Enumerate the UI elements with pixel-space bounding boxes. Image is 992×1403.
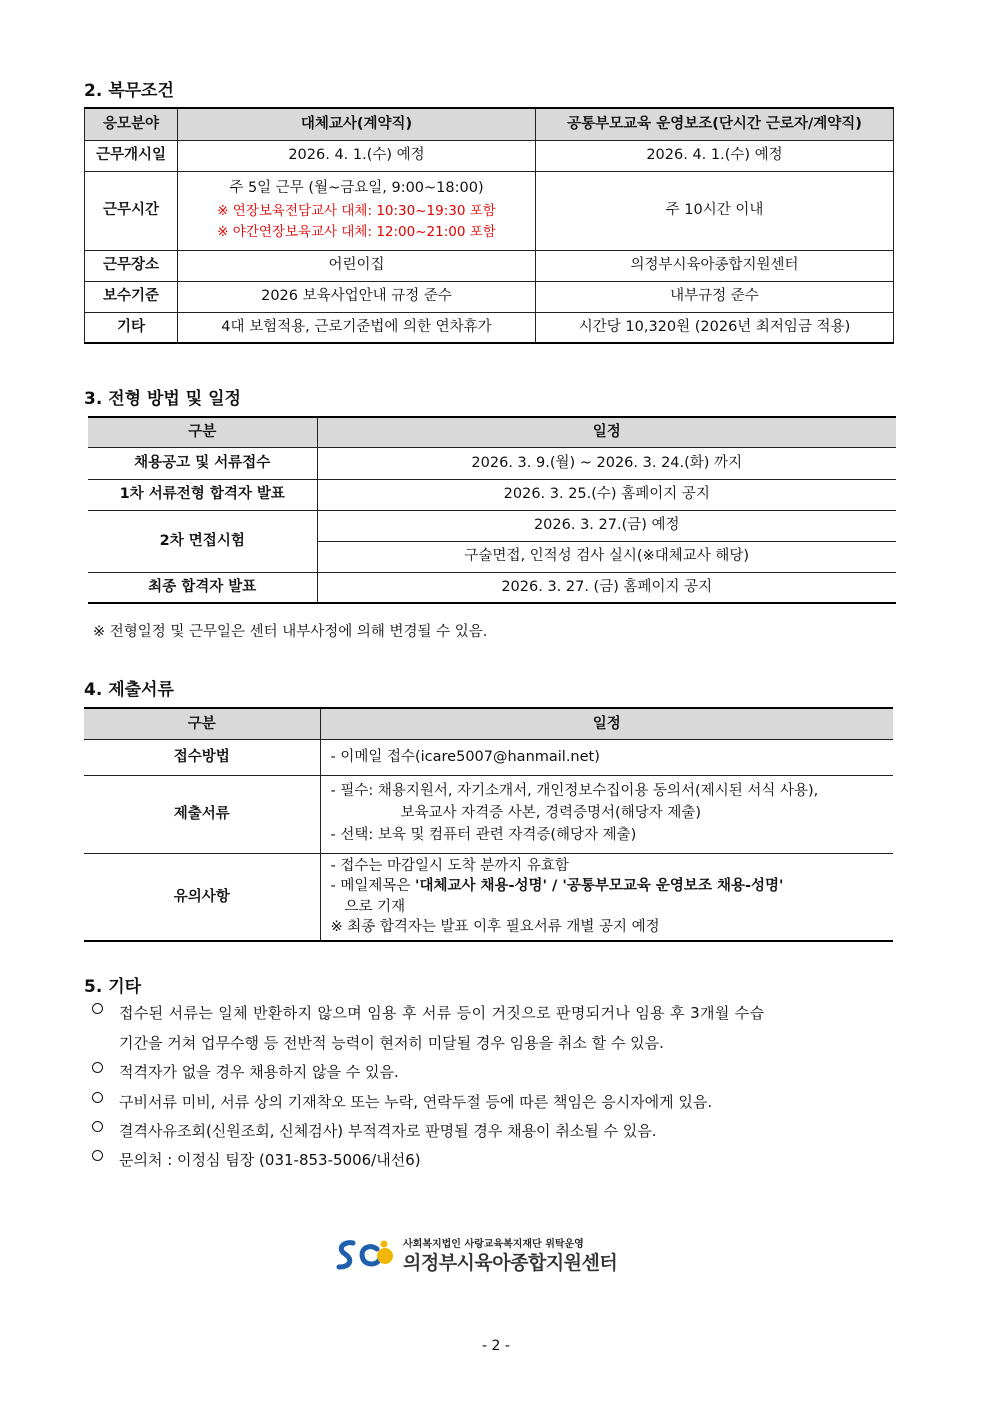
cell: 어린이집 [178,250,536,281]
cell: 2026. 4. 1.(수) 예정 [178,140,536,171]
cell: 2026. 3. 27. (금) 홈페이지 공지 [317,572,896,603]
circle-bullet-icon [92,1062,103,1073]
org-logo [335,1235,655,1275]
cell: 4대 보험적용, 근로기준법에 의한 연차휴가 [178,312,536,343]
cell-line: 으로 기재 [344,898,406,915]
circle-bullet-icon [92,1150,103,1161]
org-name: 의정부시육아종합지원센터 [403,1252,618,1274]
cell: 주 10시간 이내 [536,171,894,250]
list-item-text: 접수된 서류는 일체 반환하지 않으며 임용 후 서류 등이 거짓으로 판명되거나 임용 후 3개월 수습 [119,1004,765,1022]
schedule-note: ※ 전형일정 및 근무일은 센터 내부사정에 의해 변경될 수 있음. [93,624,488,640]
cell-line: - 접수는 마감일시 도착 분까지 유효함 [330,858,569,875]
cell: 2026. 3. 9.(월) ~ 2026. 3. 24.(화) 까지 [317,447,896,479]
row-label: 근무개시일 [85,140,178,171]
row-label: 채용공고 및 서류접수 [88,447,317,479]
circle-bullet-icon [92,1003,103,1014]
documents-table [84,707,893,942]
org-subtitle: 사회복지법인 사랑교육복지재단 위탁운영 [403,1239,584,1250]
documents-cell [320,775,893,853]
section-title: 2. 복무조건 [84,81,174,101]
row-label: 최종 합격자 발표 [88,572,317,603]
header-cell: 구분 [88,417,317,447]
notes-cell [320,853,893,941]
cell: - 이메일 접수(icare5007@hanmail.net) [320,739,893,775]
page-number: - 2 - [482,1338,510,1354]
selection-schedule-table [88,416,896,604]
header-cell: 일정 [317,417,896,447]
red-note: ※ 연장보육전담교사 대체: 10:30~19:30 포함 [217,202,496,219]
list-item [92,1062,117,1077]
logo-mark-icon [335,1235,407,1275]
cell: 2026. 4. 1.(수) 예정 [536,140,894,171]
cell-line [331,876,888,896]
section-title: 3. 전형 방법 및 일정 [84,389,241,409]
list-item [92,1003,117,1018]
section-title: 5. 기타 [84,977,142,997]
row-label: 근무장소 [85,250,178,281]
work-conditions-table [84,107,894,344]
row-label: 보수기준 [85,281,178,312]
cell: 2026 보육사업안내 규정 준수 [178,281,536,312]
red-note: ※ 야간연장보육교사 대체: 12:00~21:00 포함 [217,224,496,241]
cell-line: ※ 최종 합격자는 발표 이후 필요서류 개별 공지 예정 [330,919,660,936]
cell-line: - 필수: 채용지원서, 자기소개서, 개인정보수집이용 동의서(제시된 서식 사용), [330,783,819,800]
row-label: 1차 서류전형 합격자 발표 [88,479,317,510]
cell: 의정부시육아종합지원센터 [536,250,894,281]
row-label: 기타 [85,312,178,343]
bold-text: '대체교사 채용-성명' / '공통부모교육 운영보조 채용-성명' [415,878,784,895]
cell: 구술면접, 인적성 검사 실시(※대체교사 해당) [317,541,896,572]
circle-bullet-icon [92,1121,103,1132]
header-cell: 일정 [320,708,893,739]
work-hours-cell [178,171,536,250]
list-item-text: 기간을 거쳐 업무수행 등 전반적 능력이 현저히 미달될 경우 임용을 취소 할 수 있음. [119,1034,664,1052]
list-item-text: 문의처 : 이정심 팀장 (031-853-5006/내선6) [119,1151,421,1169]
header-cell: 구분 [84,708,320,739]
list-item-text: 구비서류 미비, 서류 상의 기재착오 또는 누락, 연락두절 등에 따른 책임은 응시자에게 있음. [119,1093,713,1111]
row-label: 접수방법 [84,739,320,775]
cell: 2026. 3. 27.(금) 예정 [317,510,896,541]
list-item-text: 적격자가 없을 경우 채용하지 않을 수 있음. [119,1063,399,1081]
cell-line: 보육교사 자격증 사본, 경력증명서(해당자 제출) [400,805,701,822]
circle-bullet-icon [92,1092,103,1103]
row-label: 근무시간 [85,171,178,250]
row-label: 제출서류 [84,775,320,853]
list-item [92,1092,117,1107]
cell-line: - 선택: 보육 및 컴퓨터 관련 자격증(해당자 제출) [330,826,637,843]
list-item [92,1121,117,1136]
row-label: 2차 면접시험 [88,510,317,572]
cell: 2026. 3. 25.(수) 홈페이지 공지 [317,479,896,510]
cell-line: 주 5일 근무 (월~금요일, 9:00~18:00) [229,180,484,197]
list-item-text: 결격사유조회(신원조회, 신체검사) 부적격자로 판명될 경우 채용이 취소될 수 있음. [119,1122,657,1140]
section-title: 4. 제출서류 [84,680,174,700]
row-label: 유의사항 [84,853,320,941]
cell: 시간당 10,320원 (2026년 최저임금 적용) [536,312,894,343]
list-item [92,1150,117,1165]
cell: 내부규정 준수 [536,281,894,312]
cell-text: - 메일제목은 [330,878,415,895]
header-cell: 공통부모교육 운영보조(단시간 근로자/계약직) [536,108,894,140]
header-cell: 대체교사(계약직) [178,108,536,140]
header-cell: 응모분야 [85,108,178,140]
